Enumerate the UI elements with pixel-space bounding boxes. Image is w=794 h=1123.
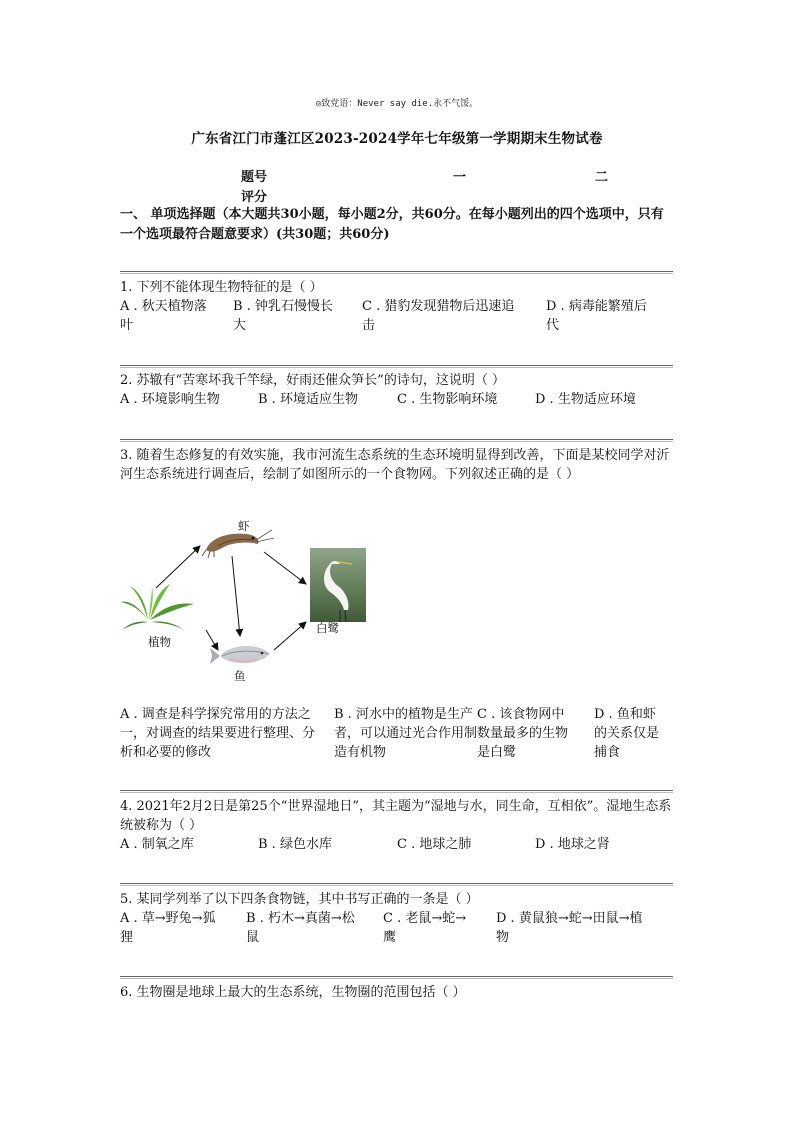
label-egret: 白鹭 — [316, 621, 339, 635]
option-b[interactable]: B . 朽木→真菌→松 鼠 — [246, 911, 355, 945]
question-6 — [120, 983, 676, 1002]
question-stem: 6. 生物圈是地球上最大的生态系统，生物圈的范围包括（ ） — [120, 985, 466, 1000]
option-a[interactable]: A . 环境影响生物 — [120, 392, 220, 407]
option-a[interactable]: A . 制氧之库 — [120, 837, 194, 852]
food-web-figure — [118, 510, 378, 690]
score-label-score: 评分 — [241, 190, 268, 205]
option-b[interactable]: B . 绿色水库 — [258, 837, 332, 852]
divider — [120, 271, 673, 272]
option-c[interactable]: C . 该食物网中 数量最多的生物 是白鹭 — [477, 707, 569, 760]
arrow-fish-to-egret — [274, 622, 306, 650]
question-stem: 4. 2021年2月2日是第25个“世界湿地日”，其主题为“湿地与水，同生命，互相依”。湿地生态系统被称为（ ） — [120, 799, 672, 833]
arrow-plant-to-shrimp — [156, 546, 200, 588]
option-c[interactable]: C . 老鼠→蛇→ 鹰 — [383, 911, 467, 945]
motto: ◎致党语：Never say die.永不气馁。 — [315, 99, 479, 109]
question-stem: 5. 某同学列举了以下四条食物链，其中书写正确的一条是（ ） — [120, 892, 479, 907]
label-fish: 鱼 — [234, 669, 246, 683]
arrow-shrimp-to-egret — [264, 552, 306, 584]
divider — [120, 365, 673, 366]
option-c[interactable]: C . 生物影响环境 — [397, 392, 498, 407]
label-plant: 植物 — [148, 635, 171, 649]
question-stem: 1. 下列不能体现生物特征的是（ ） — [120, 280, 323, 295]
option-b[interactable]: B . 环境适应生物 — [258, 392, 358, 407]
question-stem: 2. 苏辙有“苦寒坏我千竿绿，好雨还催众笋长”的诗句，这说明（ ） — [120, 373, 505, 388]
option-a[interactable]: A . 调查是科学探究常用的方法之 一，对调查的结果要进行整理、分 析和必要的修改 — [120, 707, 316, 760]
arrow-shrimp-to-fish — [232, 556, 240, 636]
option-d[interactable]: D . 地球之肾 — [535, 837, 610, 852]
score-part-2: 二 — [595, 170, 609, 185]
divider — [120, 439, 673, 440]
fish-icon — [210, 646, 270, 664]
divider — [120, 883, 673, 884]
option-d[interactable]: D . 病毒能繁殖后 代 — [546, 299, 647, 333]
egret-icon — [310, 548, 366, 622]
option-a[interactable]: A . 秋天植物落 叶 — [120, 299, 207, 333]
option-b[interactable]: B . 河水中的植物是生产 者，可以通过光合作用制 造有机物 — [334, 707, 478, 760]
section-heading: 一、 单项选择题（本大题共30小题，每小题2分，共60分。在每小题列出的四个选项中，只有一个选项最符合题意要求）(共30题；共60分) — [120, 207, 664, 242]
option-d[interactable]: D . 黄鼠狼→蛇→田鼠→植 物 — [496, 911, 643, 945]
page-title: 广东省江门市蓬江区2023-2024学年七年级第一学期期末生物试卷 — [191, 131, 603, 147]
question-stem: 3. 随着生态修复的有效实施，我市河流生态系统的生态环境明显得到改善，下面是某校同学对沂河生态系统进行调查后，绘制了如图所示的一个食物网。下列叙述正确的是（ ） — [120, 448, 670, 482]
food-web-diagram — [118, 510, 378, 690]
arrow-plant-to-fish — [206, 630, 218, 650]
divider — [120, 976, 673, 977]
divider — [120, 790, 673, 791]
question-3-options — [120, 705, 676, 763]
plant-icon — [120, 584, 194, 630]
shrimp-icon — [202, 530, 274, 558]
question-3 — [120, 446, 676, 484]
label-shrimp: 虾 — [238, 519, 250, 533]
option-c[interactable]: C . 地球之肺 — [397, 837, 472, 852]
option-b[interactable]: B . 钟乳石慢慢长 大 — [233, 299, 333, 333]
option-d[interactable]: D . 鱼和虾 的关系仅是 捕食 — [594, 707, 660, 760]
question-5 — [120, 890, 676, 949]
option-a[interactable]: A . 草→野兔→狐 狸 — [120, 911, 216, 945]
score-label-number: 题号 — [241, 170, 268, 185]
question-4 — [120, 797, 676, 855]
question-1 — [120, 278, 676, 337]
option-c[interactable]: C . 猎豹发现猎物后迅速追 击 — [362, 299, 515, 333]
score-part-1: 一 — [453, 170, 467, 185]
question-2 — [120, 371, 676, 410]
option-d[interactable]: D . 生物适应环境 — [535, 392, 636, 407]
